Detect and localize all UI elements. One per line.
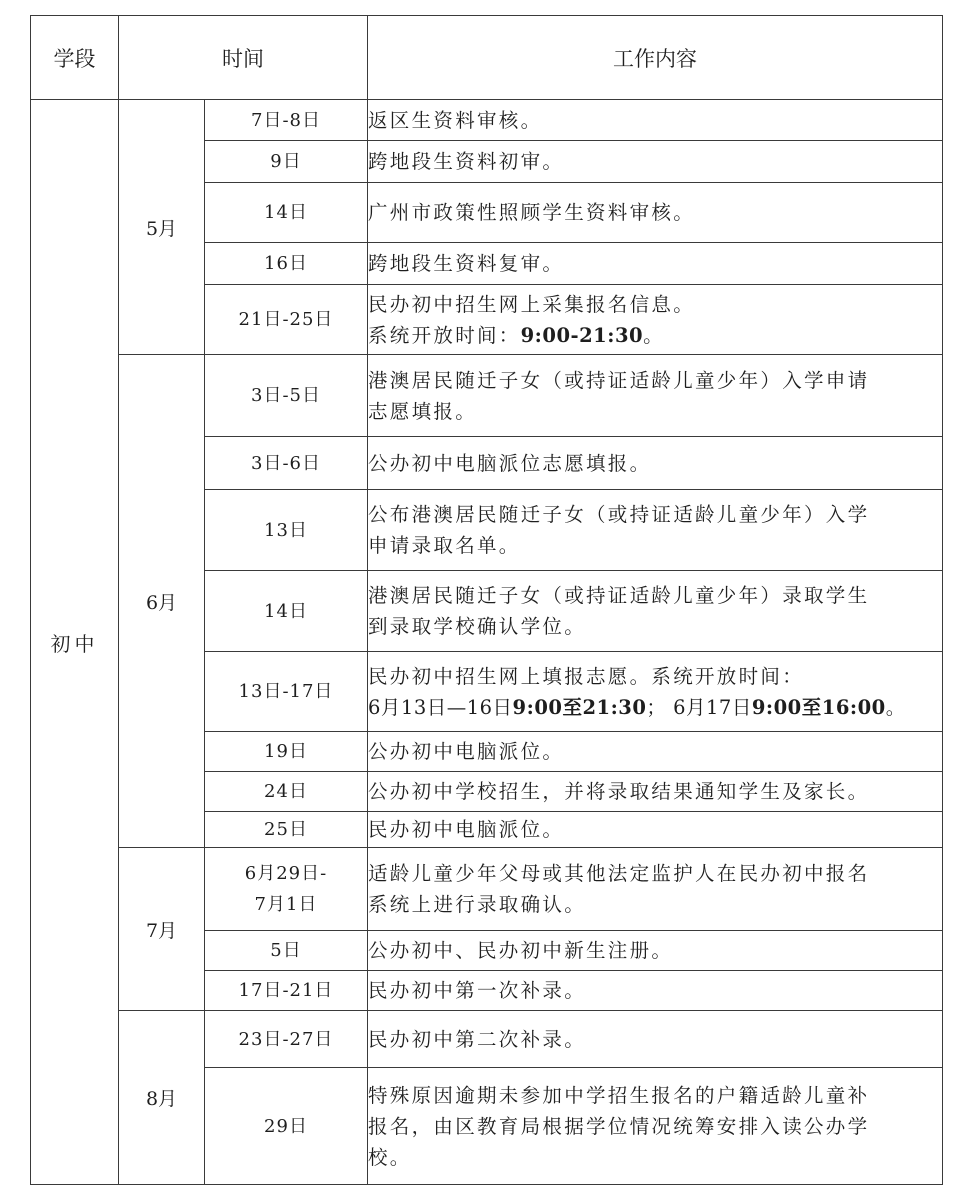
date-cell: 13日-17日 bbox=[205, 652, 368, 732]
date-cell: 19日 bbox=[205, 732, 368, 772]
header-row bbox=[31, 16, 943, 100]
work-content: 民办初中电脑派位。 bbox=[368, 812, 943, 848]
work-content: 民办初中招生网上填报志愿。系统开放时间： 6月13日—16日9:00至21:30； 6月17日9:00至16:00。 bbox=[368, 652, 943, 732]
work-content: 公办初中、民办初中新生注册。 bbox=[368, 931, 943, 971]
table-row bbox=[31, 848, 943, 931]
work-content: 跨地段生资料复审。 bbox=[368, 243, 943, 285]
work-content: 适龄儿童少年父母或其他法定监护人在民办初中报名 系统上进行录取确认。 bbox=[368, 848, 943, 931]
table-row bbox=[31, 100, 943, 141]
table-row bbox=[31, 355, 943, 437]
date-cell: 14日 bbox=[205, 183, 368, 243]
work-content: 公办初中电脑派位志愿填报。 bbox=[368, 437, 943, 490]
header-content: 工作内容 bbox=[368, 16, 943, 100]
work-content: 公办初中电脑派位。 bbox=[368, 732, 943, 772]
work-content: 特殊原因逾期未参加中学招生报名的户籍适龄儿童补 报名，由区教育局根据学位情况统筹安排入读公办学 校。 bbox=[368, 1068, 943, 1185]
date-cell: 6月29日- 7月1日 bbox=[205, 848, 368, 931]
work-content: 民办初中第二次补录。 bbox=[368, 1011, 943, 1068]
date-cell: 25日 bbox=[205, 812, 368, 848]
month-jun: 6月 bbox=[119, 355, 205, 848]
header-stage: 学段 bbox=[31, 16, 119, 100]
work-content: 公布港澳居民随迁子女（或持证适龄儿童少年）入学 申请录取名单。 bbox=[368, 490, 943, 571]
date-cell: 14日 bbox=[205, 571, 368, 652]
date-cell: 13日 bbox=[205, 490, 368, 571]
table-row bbox=[31, 1011, 943, 1068]
work-content: 公办初中学校招生，并将录取结果通知学生及家长。 bbox=[368, 772, 943, 812]
date-cell: 21日-25日 bbox=[205, 285, 368, 355]
date-cell: 16日 bbox=[205, 243, 368, 285]
month-aug: 8月 bbox=[119, 1011, 205, 1185]
date-cell: 3日-5日 bbox=[205, 355, 368, 437]
header-time: 时间 bbox=[119, 16, 368, 100]
work-content: 广州市政策性照顾学生资料审核。 bbox=[368, 183, 943, 243]
work-content: 民办初中招生网上采集报名信息。 系统开放时间：9:00-21:30。 bbox=[368, 285, 943, 355]
work-content: 返区生资料审核。 bbox=[368, 100, 943, 141]
month-may: 5月 bbox=[119, 100, 205, 355]
schedule-table bbox=[30, 15, 943, 1185]
date-cell: 17日-21日 bbox=[205, 971, 368, 1011]
work-content: 民办初中第一次补录。 bbox=[368, 971, 943, 1011]
date-cell: 7日-8日 bbox=[205, 100, 368, 141]
date-cell: 9日 bbox=[205, 141, 368, 183]
work-content: 港澳居民随迁子女（或持证适龄儿童少年）入学申请 志愿填报。 bbox=[368, 355, 943, 437]
date-cell: 24日 bbox=[205, 772, 368, 812]
stage-cell: 初中 bbox=[31, 100, 119, 1185]
date-cell: 29日 bbox=[205, 1068, 368, 1185]
date-cell: 5日 bbox=[205, 931, 368, 971]
month-jul: 7月 bbox=[119, 848, 205, 1011]
date-cell: 3日-6日 bbox=[205, 437, 368, 490]
work-content: 港澳居民随迁子女（或持证适龄儿童少年）录取学生 到录取学校确认学位。 bbox=[368, 571, 943, 652]
date-cell: 23日-27日 bbox=[205, 1011, 368, 1068]
work-content: 跨地段生资料初审。 bbox=[368, 141, 943, 183]
